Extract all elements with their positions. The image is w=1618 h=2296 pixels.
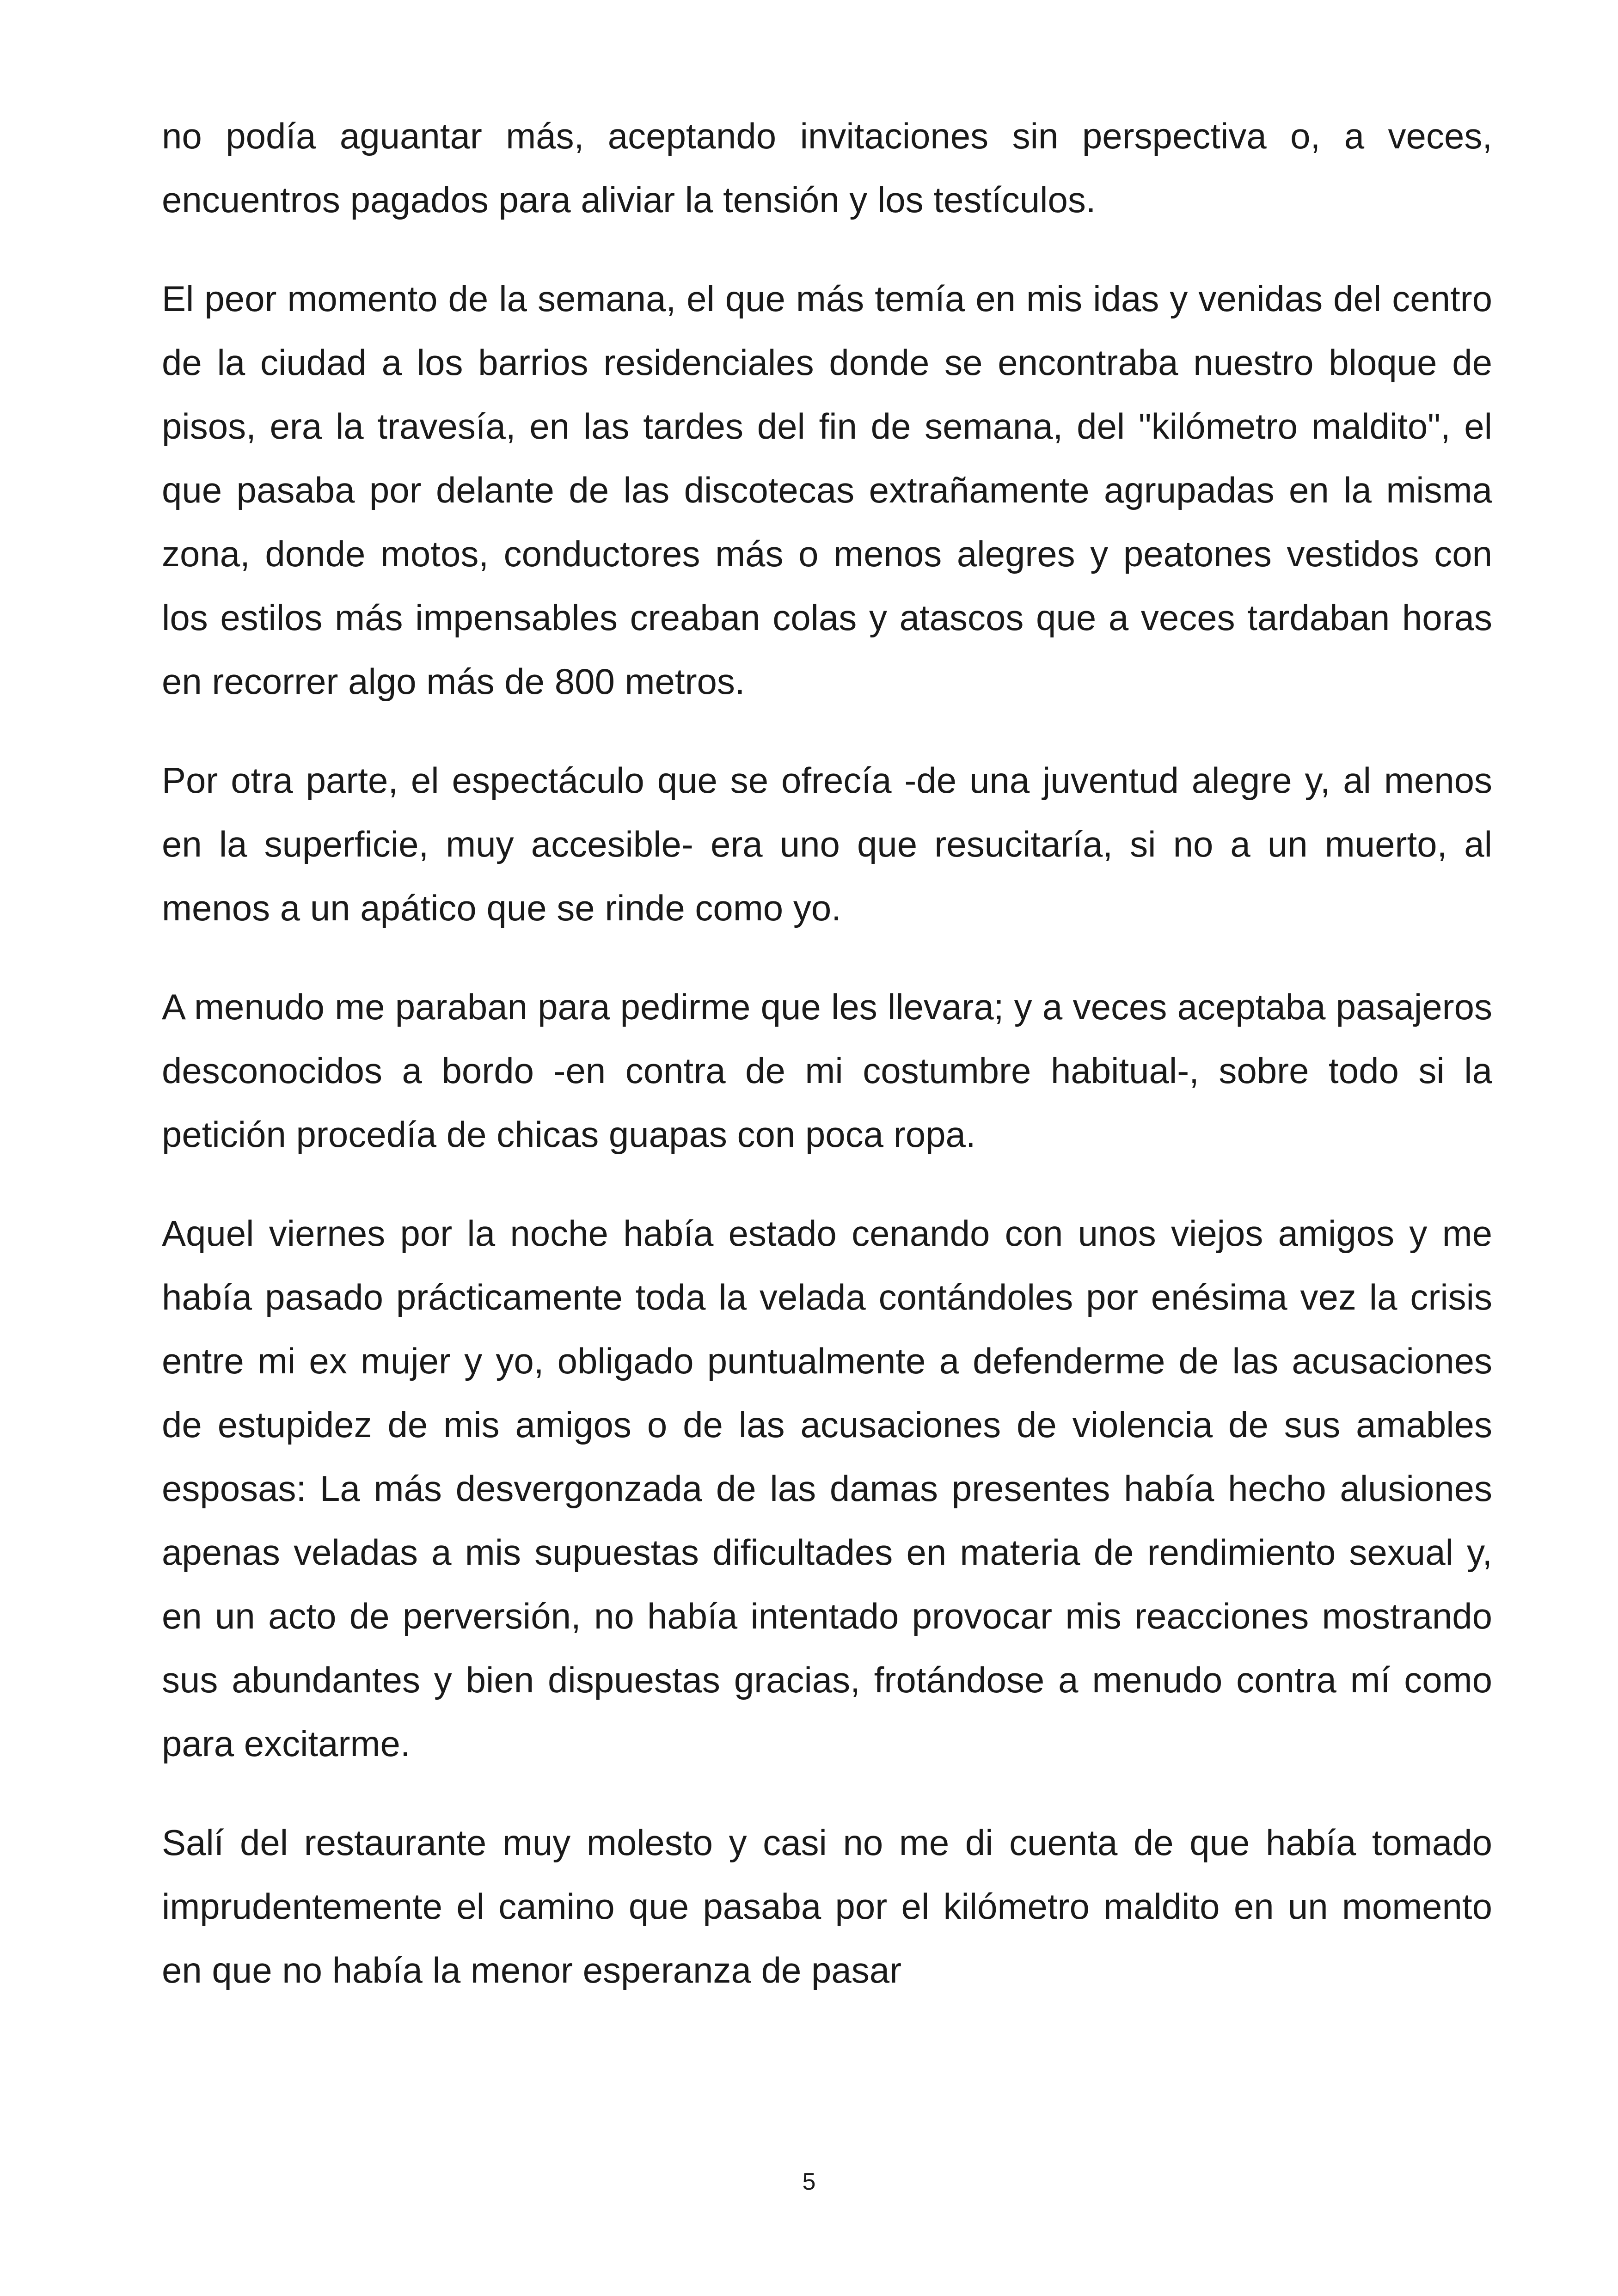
page-number: 5 bbox=[802, 2168, 816, 2195]
paragraph-1: no podía aguantar más, aceptando invitaciones sin perspectiva o, a veces, encuentros pagados para aliviar la tensión y los testículos. bbox=[162, 116, 1492, 220]
body-text bbox=[162, 104, 1492, 2002]
paragraph-6: Salí del restaurante muy molesto y casi no me di cuenta de que había tomado imprudentemente el camino que pasaba por el kilómetro maldito en un momento en que no había la menor esperanza de pasar bbox=[162, 1822, 1492, 1990]
paragraph-2: El peor momento de la semana, el que más temía en mis idas y venidas del centro de la ciudad a los barrios residenciales donde se encontraba nuestro bloque de pisos, era la travesía, en las tardes del fin de semana, del "kilómetro maldito", el que pasaba por delante de las discotecas extrañamente agrupadas en la misma zona, donde motos, conductores más o menos alegres y peatones vestidos con los estilos más impensables creaban colas y atascos que a veces tardaban horas en recorrer algo más de 800 metros. bbox=[162, 278, 1492, 702]
paragraph-5: Aquel viernes por la noche había estado cenando con unos viejos amigos y me había pasado prácticamente toda la velada contándoles por enésima vez la crisis entre mi ex mujer y yo, obligado puntualmente a defenderme de las acusaciones de estupidez de mis amigos o de las acusaciones de violencia de sus amables esposas: La más desvergonzada de las damas presentes había hecho alusiones apenas veladas a mis supuestas dificultades en materia de rendimiento sexual y, en un acto de perversión, no había intentado provocar mis reacciones mostrando sus abundantes y bien dispuestas gracias, frotándose a menudo contra mí como para excitarme. bbox=[162, 1213, 1492, 1764]
paragraph-4: A menudo me paraban para pedirme que les llevara; y a veces aceptaba pasajeros desconocidos a bordo -en contra de mi costumbre habitual-, sobre todo si la petición procedía de chicas guapas con poca ropa. bbox=[162, 986, 1492, 1155]
paragraph-3: Por otra parte, el espectáculo que se ofrecía -de una juventud alegre y, al menos en la superficie, muy accesible- era uno que resucitaría, si no a un muerto, al menos a un apático que se rinde como yo. bbox=[162, 760, 1492, 928]
